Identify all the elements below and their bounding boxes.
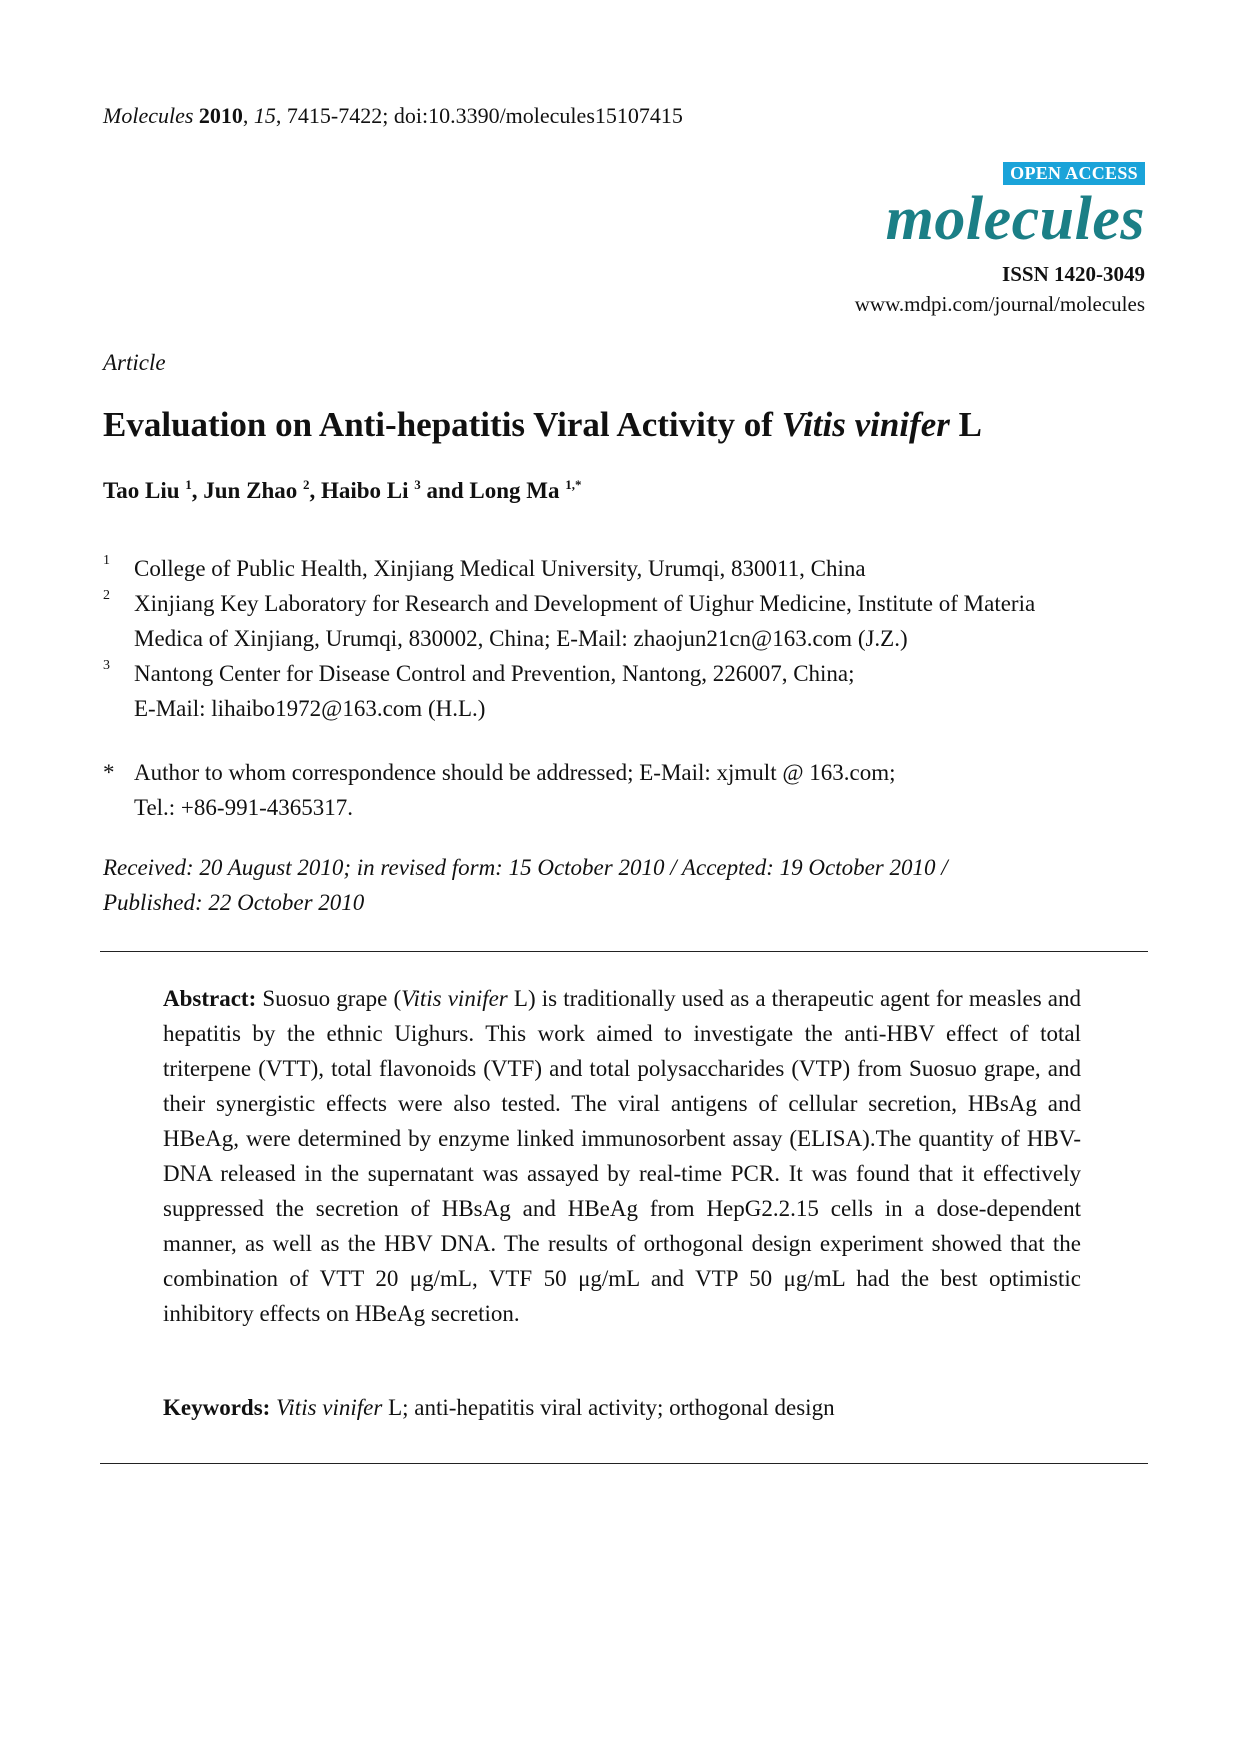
journal-url[interactable]: www.mdpi.com/journal/molecules [854,292,1145,316]
affiliation-line: Medica of Xinjiang, Urumqi, 830002, China; E-Mail: zhaojun21cn@163.com (J.Z.) [134,626,908,651]
dates-line: Received: 20 August 2010; in revised form: 15 October 2010 / Accepted: 19 October 2010 / [103,855,948,880]
author-separator: and [420,478,470,503]
divider-bottom [100,1463,1148,1464]
volume: 15 [253,103,276,128]
correspondence-item [103,755,896,825]
citation-line: Molecules 2010, 15, 7415-7422; doi:10.3390/molecules15107415 [103,103,683,128]
affiliation-item [103,656,1035,726]
affiliations [103,551,1035,726]
affiliation-number: 3 [103,658,110,673]
keyword-species: Vitis vinifer [276,1395,383,1420]
abstract-text: Suosuo grape ( [256,986,402,1011]
divider-top [100,951,1148,952]
keywords-label: Keywords: [163,1395,271,1420]
affiliation-line: Xinjiang Key Laboratory for Research and Development of Uighur Medicine, Institute of Materia [134,591,1036,616]
author-list [103,478,581,504]
author: Jun Zhao [203,478,298,503]
affiliation-line: Nantong Center for Disease Control and Prevention, Nantong, 226007, China; [134,661,855,686]
publication-dates [103,850,1143,920]
correspondence-line: Author to whom correspondence should be addressed; E-Mail: xjmult @ 163.com; [134,760,896,785]
keywords [163,1395,835,1421]
keywords-text: L; anti-hepatitis viral activity; orthogonal design [382,1395,835,1420]
author-affiliation-mark: 3 [414,477,421,492]
author-affiliation-mark: 2 [302,477,310,492]
author-affiliation-mark: 1,* [565,477,582,492]
paper-title [103,405,982,445]
affiliation-line: College of Public Health, Xinjiang Medical University, Urumqi, 830011, China [134,556,866,581]
open-access-badge: OPEN ACCESS [1003,162,1145,185]
correspondence-line: Tel.: +86-991-4365317. [134,795,353,820]
title-part1: Evaluation on Anti-hepatitis Viral Activity of [103,405,782,444]
abstract-label: Abstract: [163,986,257,1011]
issn: ISSN 1420-3049 [1002,262,1145,286]
correspondence [103,755,896,825]
title-italic: Vitis vinifer [781,405,950,444]
abstract-species: Vitis vinifer [401,986,508,1011]
dates-line: Published: 22 October 2010 [103,890,365,915]
correspondence-mark: * [103,760,115,785]
author-separator: , [309,478,321,503]
affiliation-item [103,586,1035,656]
author-affiliation-mark: 1 [185,477,192,492]
affiliation-line: E-Mail: lihaibo1972@163.com (H.L.) [134,696,486,721]
affiliation-item [103,551,1035,586]
pages-doi: , 7415-7422; doi:10.3390/molecules15107415 [275,103,683,128]
journal-logo: molecules [885,185,1145,253]
journal-name: Molecules [103,103,194,128]
affiliation-number: 2 [103,588,110,603]
author: Haibo Li [320,478,409,503]
author-separator: , [191,478,204,503]
author: Tao Liu [103,478,180,503]
year: 2010 [198,103,243,128]
affiliation-number: 1 [103,553,110,568]
article-type: Article [103,350,166,375]
abstract-text: L) is traditionally used as a therapeutic agent for measles and hepatitis by the ethnic Uighurs. This work aimed to investigate the anti-HBV effect of total triterpene (VTT), total flavonoids (VTF) and total polysaccharides (VTP) from Suosuo grape, and their synergistic effects were also tested. The viral antigens of cellular secretion, HBsAg and HBeAg, were determined by enzyme linked immunosorbent assay (ELISA).The quantity of HBV-DNA released in the supernatant was assayed by real-time PCR. It was found that it effectively suppressed the secretion of HBsAg and HBeAg from HepG2.2.15 cells in a dose-dependent manner, as well as the HBV DNA. The results of orthogonal design experiment showed that the combination of VTT 20 μg/mL, VTF 50 μg/mL and VTP 50 μg/mL had the best optimistic inhibitory effects on HBeAg secretion. [163,986,1081,1326]
title-part2: L [949,405,982,444]
author: Long Ma [469,478,560,503]
abstract [163,981,1081,1331]
